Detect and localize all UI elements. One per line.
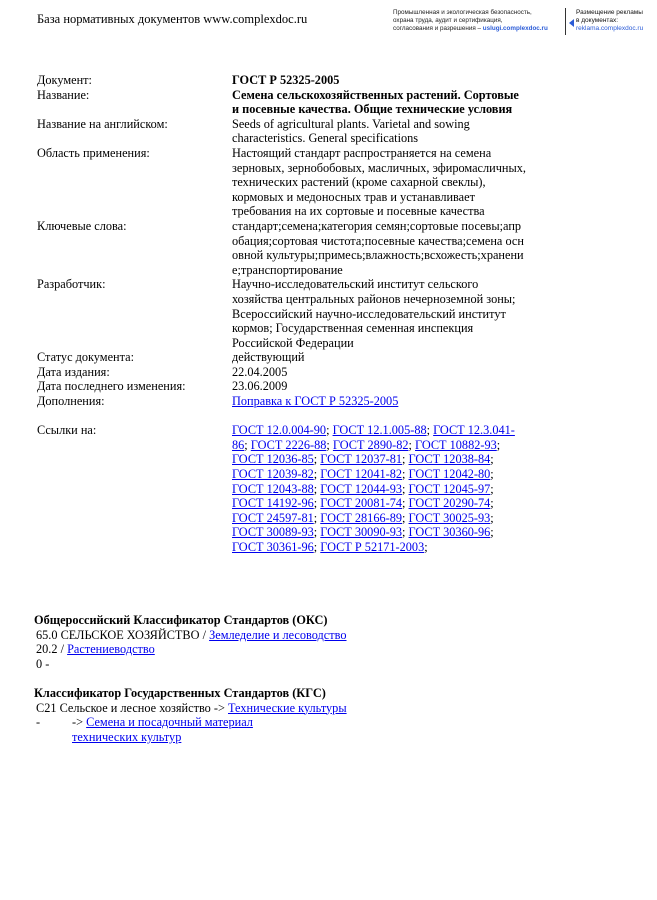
reference-link[interactable]: ГОСТ 12.1.005-88 bbox=[332, 423, 427, 438]
oks-title: Общероссийский Классификатор Стандартов (ОКС) bbox=[34, 613, 328, 627]
addendum-link[interactable]: Поправка к ГОСТ Р 52325-2005 bbox=[232, 394, 399, 409]
reference-link[interactable]: ГОСТ 20290-74 bbox=[408, 496, 491, 511]
reference-separator: ; bbox=[326, 437, 333, 452]
reference-separator: ; bbox=[313, 467, 321, 482]
document-info-table bbox=[37, 73, 527, 555]
field-label: Название на английском: bbox=[37, 116, 168, 131]
field-label: Название: bbox=[37, 87, 90, 102]
reference-link[interactable]: ГОСТ 28166-89 bbox=[320, 510, 403, 525]
reference-separator: ; bbox=[402, 467, 409, 482]
reference-separator: ; bbox=[402, 496, 409, 511]
kgs-link-technical-crops[interactable]: Технические культуры bbox=[228, 700, 347, 715]
reference-link[interactable]: ГОСТ 12042-80 bbox=[408, 467, 491, 482]
oks-code: 65.0 СЕЛЬСКОЕ ХОЗЯЙСТВО / bbox=[36, 627, 210, 642]
reference-separator: ; bbox=[244, 437, 251, 452]
kgs-link-seeds-planting-material[interactable]: Семена и посадочный материал технических культур bbox=[72, 715, 253, 744]
field-label: Разработчик: bbox=[37, 277, 106, 292]
reference-separator: ; bbox=[490, 481, 494, 496]
reference-separator: ; bbox=[490, 510, 494, 525]
reference-separator: ; bbox=[402, 481, 409, 496]
reference-link[interactable]: ГОСТ 30089-93 bbox=[232, 525, 314, 540]
reference-link[interactable]: ГОСТ 12.3.041-86 bbox=[232, 423, 515, 452]
field-row-last-modified bbox=[37, 379, 527, 394]
reference-link[interactable]: ГОСТ 12037-81 bbox=[320, 452, 403, 467]
field-label: Дата издания: bbox=[37, 364, 110, 379]
field-row-document bbox=[37, 73, 527, 88]
field-label: Дополнения: bbox=[37, 394, 105, 409]
reference-separator: ; bbox=[490, 467, 494, 482]
oks-code: 20.2 / bbox=[36, 642, 68, 657]
oks-section bbox=[34, 613, 347, 671]
reference-link[interactable]: ГОСТ 14192-96 bbox=[232, 496, 314, 511]
reference-separator: ; bbox=[313, 540, 321, 554]
field-label: Ссылки на: bbox=[37, 423, 97, 438]
reference-link[interactable]: ГОСТ 12043-88 bbox=[232, 481, 314, 496]
reference-link[interactable]: ГОСТ 30025-93 bbox=[408, 510, 491, 525]
field-row-references bbox=[37, 423, 527, 554]
kgs-code: С21 Сельское и лесное хозяйство -> bbox=[36, 700, 228, 715]
english-title: Seeds of agricultural plants. Varietal and sowing characteristics. General specifications bbox=[232, 116, 470, 146]
reference-link[interactable]: ГОСТ 30361-96 bbox=[232, 540, 314, 554]
field-label: Дата последнего изменения: bbox=[37, 379, 186, 394]
oks-link-crop-production[interactable]: Растениеводство bbox=[67, 642, 155, 657]
reference-link[interactable]: ГОСТ 2226-88 bbox=[250, 437, 327, 452]
arrow-left-icon bbox=[569, 19, 574, 27]
kgs-dash: - bbox=[36, 715, 41, 730]
field-row-keywords bbox=[37, 219, 527, 277]
field-row-scope bbox=[37, 146, 527, 219]
reference-separator: ; bbox=[490, 496, 494, 511]
oks-link-agriculture[interactable]: Земледелие и лесоводство bbox=[209, 627, 347, 642]
ad-services-link[interactable]: uslugi.complexdoc.ru bbox=[482, 25, 548, 33]
reference-link[interactable]: ГОСТ 24597-81 bbox=[232, 510, 314, 525]
kgs-title: Классификатор Государственных Стандартов (КГС) bbox=[34, 686, 326, 700]
field-label: Статус документа: bbox=[37, 350, 135, 365]
reference-separator: ; bbox=[313, 510, 321, 525]
reference-link[interactable]: ГОСТ Р 52171-2003 bbox=[320, 540, 425, 554]
reference-separator: ; bbox=[326, 423, 333, 438]
reference-link[interactable]: ГОСТ 30360-96 bbox=[408, 525, 491, 540]
publish-date: 22.04.2005 bbox=[232, 364, 288, 379]
field-row-publish-date bbox=[37, 365, 527, 380]
reference-separator: ; bbox=[313, 496, 321, 511]
field-row-english-title bbox=[37, 117, 527, 146]
oks-line bbox=[34, 642, 347, 657]
references-list bbox=[232, 423, 527, 554]
reference-link[interactable]: ГОСТ 12036-85 bbox=[232, 452, 314, 467]
ad-services-line: согласования и разрешения – bbox=[393, 25, 483, 33]
document-number: ГОСТ Р 52325-2005 bbox=[232, 73, 340, 87]
field-row-addenda bbox=[37, 394, 527, 409]
field-row-developer bbox=[37, 277, 527, 350]
field-label: Ключевые слова: bbox=[37, 218, 127, 233]
spacer bbox=[37, 409, 232, 424]
ad-advertising bbox=[576, 9, 656, 34]
field-label: Документ: bbox=[37, 73, 92, 87]
field-label: Область применения: bbox=[37, 145, 150, 160]
site-title: База нормативных документов www.complexdoc.ru bbox=[37, 12, 308, 26]
reference-separator: ; bbox=[313, 525, 321, 540]
reference-separator: ; bbox=[313, 452, 321, 467]
ad-advertising-line: в документах: bbox=[576, 17, 619, 25]
reference-separator: ; bbox=[402, 452, 409, 467]
ad-services bbox=[393, 9, 563, 34]
ad-services-line: Промышленная и экологическая безопасность, bbox=[393, 9, 532, 16]
reference-separator: ; bbox=[496, 437, 501, 452]
reference-link[interactable]: ГОСТ 12044-93 bbox=[320, 481, 403, 496]
reference-separator: ; bbox=[408, 437, 416, 452]
oks-line: 0 - bbox=[36, 656, 50, 671]
field-row-title bbox=[37, 88, 527, 117]
field-row-status bbox=[37, 350, 527, 365]
ad-divider bbox=[565, 8, 566, 35]
reference-link[interactable]: ГОСТ 12041-82 bbox=[320, 467, 403, 482]
keywords-text: стандарт;семена;категория семян;сортовые посевы;апробация;сортовая чистота;посевные качества;семена основной культуры;примесь;влажность;всхожесть;хранение;транспортирование bbox=[232, 218, 524, 277]
ad-services-line: охрана труда, аудит и сертификация, bbox=[393, 17, 503, 25]
reference-separator: ; bbox=[426, 423, 434, 438]
reference-link[interactable]: ГОСТ 2890-82 bbox=[332, 437, 409, 452]
oks-line bbox=[34, 628, 347, 643]
document-title: Семена сельскохозяйственных растений. Сортовые и посевные качества. Общие технические условия bbox=[232, 87, 519, 117]
reference-separator: ; bbox=[424, 540, 428, 554]
reference-link[interactable]: ГОСТ 20081-74 bbox=[320, 496, 403, 511]
reference-link[interactable]: ГОСТ 12038-84 bbox=[408, 452, 491, 467]
last-modified-date: 23.06.2009 bbox=[232, 379, 288, 394]
reference-link[interactable]: ГОСТ 10882-93 bbox=[415, 437, 497, 452]
reference-link[interactable]: ГОСТ 12045-97 bbox=[408, 481, 491, 496]
ad-advertising-link[interactable]: reklama.complexdoc.ru bbox=[576, 25, 644, 33]
kgs-line bbox=[34, 701, 347, 716]
status-value: действующий bbox=[232, 350, 305, 365]
reference-separator: ; bbox=[402, 525, 409, 540]
kgs-arrow: -> bbox=[72, 715, 87, 730]
reference-link[interactable]: ГОСТ 12.0.004-90 bbox=[232, 423, 327, 438]
reference-separator: ; bbox=[490, 525, 494, 540]
reference-separator: ; bbox=[313, 481, 321, 496]
kgs-line bbox=[34, 715, 347, 744]
scope-text: Настоящий стандарт распространяется на семена зерновых, зернобобовых, масличных, эфиромасличных, технических растений (кроме сахарной свеклы), кормовых и медоносных трав и устанавливает требования на их сортовые и посевные качества bbox=[232, 145, 526, 219]
kgs-section bbox=[34, 686, 347, 744]
reference-link[interactable]: ГОСТ 30090-93 bbox=[320, 525, 403, 540]
reference-separator: ; bbox=[402, 510, 409, 525]
developer-text: Научно-исследовательский институт сельского хозяйства центральных районов нечерноземной зоны; Всероссийский научно-исследовательский институт кормов; Государственная семенная инспекция Российской Федерации bbox=[232, 277, 516, 350]
reference-separator: ; bbox=[490, 452, 494, 467]
ad-advertising-line: Размещение рекламы bbox=[576, 9, 643, 16]
reference-link[interactable]: ГОСТ 12039-82 bbox=[232, 467, 314, 482]
